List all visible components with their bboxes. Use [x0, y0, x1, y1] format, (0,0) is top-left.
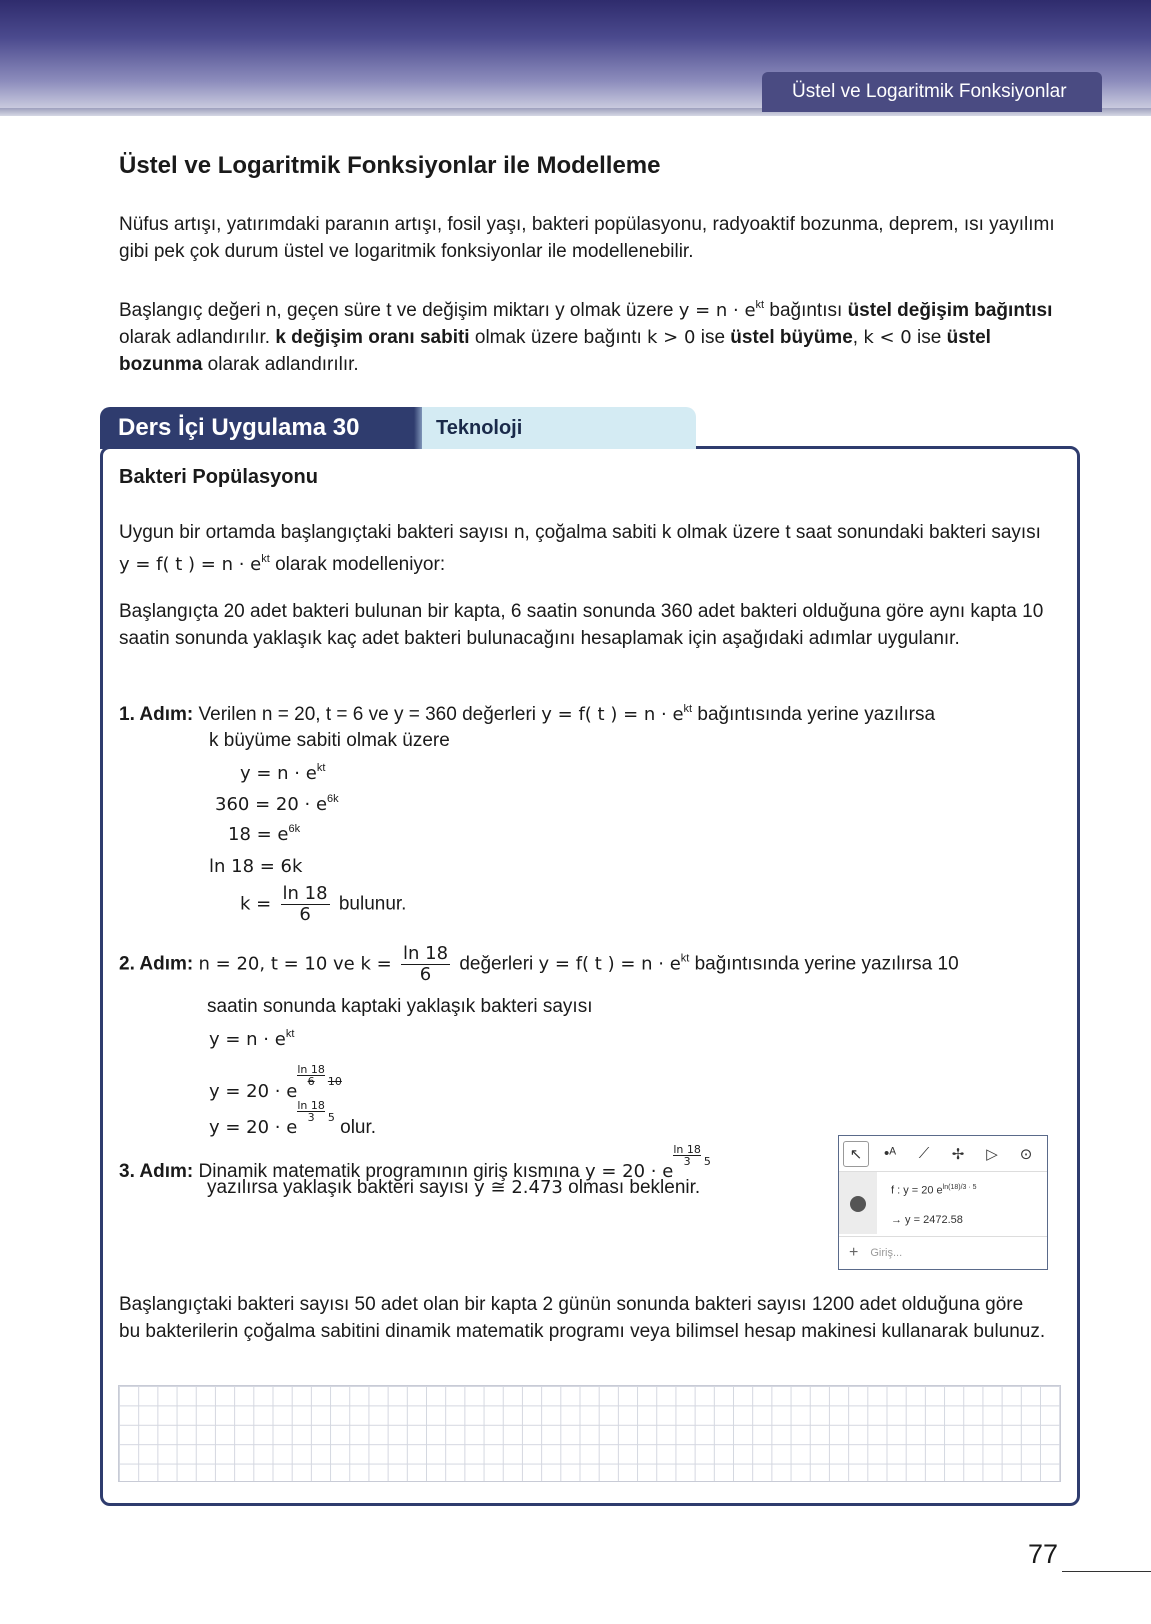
chapter-tab: Üstel ve Logaritmik Fonksiyonlar — [762, 72, 1102, 112]
page-number-rule — [1062, 1571, 1151, 1572]
activity-paragraph-1: Uygun bir ortamda başlangıçtaki bakteri sayısı n, çoğalma sabiti k olmak üzere t saat sonundaki bakteri sayısı y = f( t ) = $n \cdot e^{kt}$ olarak modelleniyor: — [119, 522, 1041, 575]
technology-tag: Teknoloji — [420, 407, 696, 449]
input-bar[interactable] — [839, 1236, 1047, 1269]
step1-eq3: $18 = e^{6k}$ — [228, 823, 301, 845]
activity-subtitle: Bakteri Popülasyonu — [119, 466, 318, 488]
step3-line: 3. Adım: Dinamik matematik programının giriş kısmına y = 20 · e $\frac{\ln 18}{3} ^5$ — [119, 1143, 711, 1182]
step1-eq2: $360 = 20 \cdot e^{6k}$ — [215, 793, 339, 815]
point-icon[interactable]: •ᴬ — [883, 1145, 897, 1162]
software-screenshot — [838, 1135, 1048, 1270]
step2-line: 2. Adım: n = 20, t = 10 ve k = $\frac{\ln 18}{6}$ değerleri y = f( t ) = $n \cdot e^{kt}$ bağıntısında yerine yazılırsa 10 — [119, 943, 959, 985]
input-placeholder: Giriş... — [870, 1247, 903, 1259]
step1-eq5: k = $\frac{\ln 18}{6}$ bulunur. — [240, 883, 407, 925]
intro-paragraph-1: Nüfus artışı, yatırımdaki paranın artışı, fosil yaşı, bakteri popülasyonu, radyoaktif bozunma, deprem, ısı yayılımı gibi pek çok durum üstel ve logaritmik fonksiyonlar ile modellenebilir. — [119, 214, 1055, 262]
section-title: Üstel ve Logaritmik Fonksiyonlar ile Modelleme — [119, 152, 661, 179]
answer-grid[interactable] — [118, 1385, 1061, 1482]
page-number: 77 — [1028, 1539, 1059, 1569]
function-result: → y = 2472.58 — [891, 1214, 963, 1226]
step1-eq1: $y = n \cdot e^{kt}$ — [240, 762, 326, 784]
activity-tab: Ders İçi Uygulama 30 — [100, 407, 420, 449]
step2-eq1: $y = n \cdot e^{kt}$ — [209, 1028, 295, 1050]
perpendicular-icon[interactable]: ✢ — [951, 1145, 965, 1163]
activity-paragraph-2: Başlangıçta 20 adet bakteri bulunan bir kapta, 6 saatin sonunda 360 adet bakteri olduğuna göre aynı kapta 10 saatin sonunda yaklaşık kaç adet bakteri bulunacağını hesaplamak için aşağıdaki adımlar uygulanır. — [119, 601, 1044, 649]
pointer-icon[interactable]: ↖ — [843, 1141, 869, 1167]
line-icon[interactable]: ⟋ — [918, 1145, 930, 1162]
step2-eq3: y = 20 · e $\frac{\ln 18}{3} ^5$ olur. — [209, 1099, 377, 1138]
polygon-icon[interactable]: ▷ — [986, 1145, 998, 1163]
step3-text: yazılırsa yaklaşık bakteri sayısı y ≅ 2.473 olması beklenir. — [207, 1177, 701, 1198]
visibility-dot-icon[interactable] — [850, 1196, 866, 1212]
step1-text: k büyüme sabiti olmak üzere — [209, 730, 450, 751]
step1-line: 1. Adım: Verilen n = 20, t = 6 ve y = 360 değerleri y = f( t ) = $n \cdot e^{kt}$ bağıntısında yerine yazılırsa — [119, 703, 936, 725]
add-icon[interactable]: + — [849, 1244, 859, 1261]
step2-eq2: y = 20 · e $\frac{\ln 18}{6} ^{10}$ — [209, 1063, 342, 1102]
toolbar — [839, 1136, 1047, 1172]
step1-eq4: ln 18 = 6k — [209, 856, 303, 877]
function-entry[interactable]: f : y = 20 $e^{ln(18)/3 \cdot 5}$ — [891, 1184, 977, 1197]
step2-text: saatin sonunda kaptaki yaklaşık bakteri sayısı — [207, 996, 593, 1017]
circle-icon[interactable]: ⊙ — [1019, 1145, 1033, 1163]
exercise-text: Başlangıçtaki bakteri sayısı 50 adet olan bir kapta 2 günün sonunda bakteri sayısı 1200 adet olduğuna göre bu bakterilerin çoğalma sabitini dinamik matematik programı veya bilimsel hesap makinesi kullanarak bulunuz. — [119, 1294, 1046, 1342]
intro-paragraph-2: Başlangıç değeri n, geçen süre t ve değişim miktarı y olmak üzere $y = n \cdot e^{kt}$ bağıntısı üstel değişim bağıntısı olarak adlandırılır. k değişim oranı sabiti olmak üzere bağıntı k > 0 ise üstel büyüme, k < 0 ise üstel bozunma olarak adlandırılır. — [119, 299, 1053, 375]
